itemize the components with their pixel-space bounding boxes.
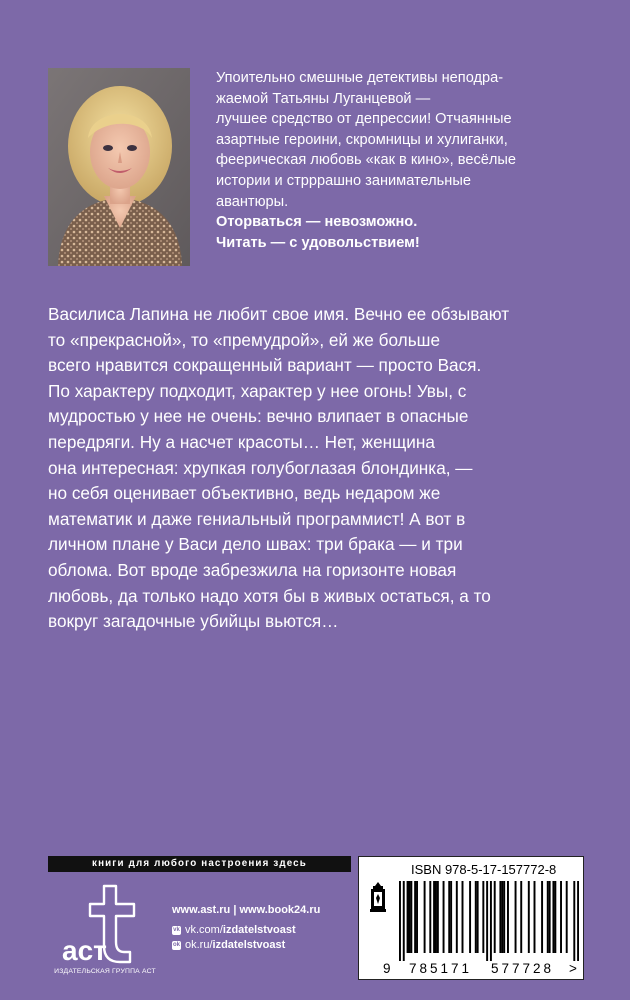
isbn-label: ISBN 978-5-17-157772-8	[411, 862, 557, 877]
barcode-bar	[573, 881, 575, 961]
barcode-bar	[437, 881, 439, 953]
blurb-line: лучшее средство от депрессии! Отчаянные	[216, 111, 512, 128]
social-prefix: ok.ru/	[185, 939, 213, 951]
publisher-caption: ИЗДАТЕЛЬСКАЯ ГРУППА АСТ	[54, 968, 156, 975]
ean-left-group: 785171	[409, 961, 473, 976]
barcode-bar	[410, 881, 412, 953]
description-line: но себя оценивает объективно, ведь недаром же	[48, 483, 441, 504]
barcode-bar	[414, 881, 416, 953]
description-line: Василиса Лапина не любит свое имя. Вечно ее обзывают	[48, 304, 510, 324]
social-link-ok[interactable]	[172, 939, 285, 951]
description-line: вокруг загадочные убийцы вьются…	[48, 611, 339, 632]
ok-icon: ok	[172, 941, 180, 948]
social-prefix: vk.com/	[185, 924, 223, 936]
ast-logo-icon	[58, 880, 154, 980]
barcode-bar	[552, 881, 554, 953]
blurb-line: истории и стрррашно занимательные	[216, 172, 471, 189]
website-links[interactable]: www.ast.ru | www.book24.ru	[172, 904, 321, 916]
social-link-vk[interactable]	[172, 924, 296, 936]
barcode-bar	[560, 881, 562, 953]
lantern-icon	[367, 881, 389, 917]
barcode-bar	[469, 881, 471, 953]
barcode-bar	[433, 881, 435, 953]
description-line: облома. Вот вроде забрезжила на горизонте новая	[48, 559, 457, 580]
description-line: По характеру подходит, характер у нее огонь! Увы, с	[48, 380, 467, 401]
barcode-bar	[554, 881, 556, 953]
barcode-bar	[528, 881, 530, 953]
barcode-bar	[503, 881, 505, 953]
blurb-bold-line: Оторваться — невозможно.	[216, 214, 418, 231]
barcode-bar	[408, 881, 410, 953]
barcode-bar	[450, 881, 452, 953]
barcode-bar	[416, 881, 418, 953]
description-line: то «прекрасной», то «премудрой», ей же больше	[48, 329, 440, 350]
barcode-bar	[490, 881, 492, 961]
slogan-banner: книги для любого настроения здесь	[48, 856, 351, 872]
blurb-line: Упоительно смешные детективы неподра-	[216, 70, 504, 86]
author-photo	[48, 68, 190, 266]
vk-icon: vk	[173, 926, 180, 933]
barcode-bar	[494, 881, 496, 953]
barcode-bar	[577, 881, 579, 961]
barcode-bar	[501, 881, 503, 953]
barcode-bar	[566, 881, 568, 953]
barcode-bar	[475, 881, 477, 953]
ean-arrow: >	[569, 961, 577, 976]
ast-logo-text: аст	[62, 935, 107, 966]
barcode-bar	[547, 881, 549, 953]
description-line: личном плане у Васи дело швах: три брака — и три	[48, 534, 463, 555]
barcode-bar	[477, 881, 479, 953]
barcode-bar	[515, 881, 517, 953]
ean-right-group: 577728	[491, 961, 555, 976]
description-line: мудростью у нее не очень: вечно влипает в опасные	[48, 406, 469, 427]
barcode-bar	[462, 881, 464, 953]
barcode-bar	[429, 881, 431, 953]
book-description	[48, 302, 593, 635]
ean-first-digit: 9	[383, 961, 391, 976]
blurb-line: жаемой Татьяны Луганцевой —	[216, 90, 431, 107]
description-line: любовь, да только надо хотя бы в живых остаться, а то	[48, 585, 491, 606]
barcode-bar	[399, 881, 401, 961]
blurb-bold-line: Читать — с удовольствием!	[216, 234, 420, 251]
blurb-line: феерическая любовь «как в кино», весёлые	[216, 152, 517, 169]
barcode	[399, 881, 579, 961]
barcode-bar	[424, 881, 426, 953]
blurb-line: авантюры.	[216, 193, 289, 210]
blurb-line: азартные героини, скромницы и хулиганки,	[216, 131, 508, 148]
isbn-barcode-panel	[358, 856, 584, 980]
social-handle: izdatelstvoast	[222, 924, 296, 936]
barcode-bar	[448, 881, 450, 953]
barcode-bar	[541, 881, 543, 953]
barcode-bar	[482, 881, 484, 953]
barcode-bar	[520, 881, 522, 953]
barcode-bar	[549, 881, 551, 953]
description-line: всего нравится сокращенный вариант — просто Вася.	[48, 355, 482, 376]
description-line: передряги. Ну а насчет красоты… Нет, женщина	[48, 431, 435, 452]
barcode-bar	[507, 881, 509, 953]
description-line: математик и даже гениальный программист! А вот в	[48, 508, 466, 529]
barcode-bar	[499, 881, 501, 953]
barcode-bar	[403, 881, 405, 961]
description-line: она интересная: хрупкая голубоглазая блондинка, —	[48, 457, 473, 478]
barcode-bar	[443, 881, 445, 953]
author-blurb	[216, 68, 586, 253]
barcode-bar	[456, 881, 458, 953]
social-handle: izdatelstvoast	[212, 939, 286, 951]
barcode-bar	[486, 881, 488, 961]
barcode-bar	[534, 881, 536, 953]
barcode-bar	[435, 881, 437, 953]
barcode-bar	[407, 881, 409, 953]
